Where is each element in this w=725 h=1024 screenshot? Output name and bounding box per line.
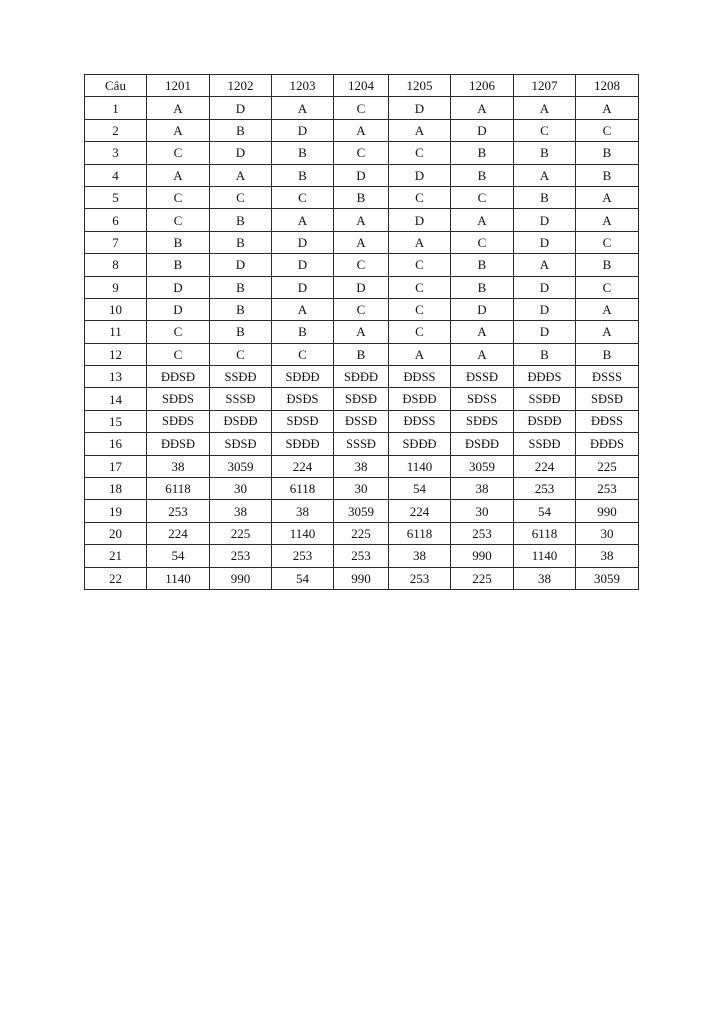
- answer-cell: D: [389, 209, 451, 231]
- question-number-cell: 20: [85, 522, 147, 544]
- answer-cell: B: [451, 164, 514, 186]
- question-number-cell: 2: [85, 119, 147, 141]
- answer-cell: A: [147, 97, 210, 119]
- answer-cell: 38: [210, 500, 272, 522]
- answer-cell: A: [451, 321, 514, 343]
- answer-cell: ĐĐSS: [389, 410, 451, 432]
- answer-cell: D: [334, 276, 389, 298]
- answer-cell: A: [147, 164, 210, 186]
- answer-cell: A: [576, 209, 639, 231]
- answer-cell: 253: [514, 478, 576, 500]
- answer-cell: 253: [334, 545, 389, 567]
- answer-cell: A: [451, 343, 514, 365]
- table-header-row: [85, 75, 639, 97]
- question-number-cell: 1: [85, 97, 147, 119]
- answer-cell: ĐSSS: [576, 366, 639, 388]
- answer-cell: 990: [210, 567, 272, 589]
- answer-cell: A: [389, 119, 451, 141]
- answer-cell: SĐSĐ: [576, 388, 639, 410]
- answer-cell: D: [389, 164, 451, 186]
- answer-cell: C: [334, 142, 389, 164]
- answer-cell: C: [514, 119, 576, 141]
- answer-cell: B: [334, 186, 389, 208]
- answer-cell: 38: [334, 455, 389, 477]
- answer-cell: 6118: [272, 478, 334, 500]
- question-number-cell: 4: [85, 164, 147, 186]
- answer-cell: 6118: [147, 478, 210, 500]
- answer-cell: B: [147, 254, 210, 276]
- answer-cell: SĐSĐ: [334, 388, 389, 410]
- question-number-cell: 11: [85, 321, 147, 343]
- header-cell-question: Câu: [85, 75, 147, 97]
- table-row: [85, 478, 639, 500]
- table-row: [85, 164, 639, 186]
- answer-cell: 54: [389, 478, 451, 500]
- answer-cell: 225: [210, 522, 272, 544]
- table-row: [85, 433, 639, 455]
- answer-cell: D: [334, 164, 389, 186]
- answer-cell: B: [451, 276, 514, 298]
- answer-cell: D: [210, 142, 272, 164]
- answer-cell: D: [210, 254, 272, 276]
- answer-cell: 38: [272, 500, 334, 522]
- question-number-cell: 5: [85, 186, 147, 208]
- answer-cell: A: [576, 97, 639, 119]
- answer-cell: 3059: [210, 455, 272, 477]
- answer-cell: C: [210, 186, 272, 208]
- answer-cell: 38: [389, 545, 451, 567]
- answer-cell: B: [514, 186, 576, 208]
- answer-cell: A: [514, 164, 576, 186]
- answer-cell: SĐSS: [451, 388, 514, 410]
- answer-cell: 224: [272, 455, 334, 477]
- question-number-cell: 21: [85, 545, 147, 567]
- answer-cell: SĐĐS: [451, 410, 514, 432]
- answer-cell: 225: [334, 522, 389, 544]
- table-row: [85, 97, 639, 119]
- question-number-cell: 8: [85, 254, 147, 276]
- answer-cell: SSĐĐ: [514, 433, 576, 455]
- answer-cell: 225: [576, 455, 639, 477]
- answer-cell: A: [576, 298, 639, 320]
- answer-cell: ĐĐSĐ: [147, 433, 210, 455]
- answer-cell: SSĐĐ: [514, 388, 576, 410]
- answer-cell: ĐSSĐ: [451, 366, 514, 388]
- answer-cell: SĐĐĐ: [334, 366, 389, 388]
- question-number-cell: 16: [85, 433, 147, 455]
- table-row: [85, 366, 639, 388]
- answer-cell: ĐSĐĐ: [514, 410, 576, 432]
- table-row: [85, 545, 639, 567]
- answer-cell: 224: [514, 455, 576, 477]
- answer-cell: SĐĐĐ: [389, 433, 451, 455]
- answer-cell: D: [272, 119, 334, 141]
- answer-cell: C: [210, 343, 272, 365]
- answer-cell: 224: [389, 500, 451, 522]
- answer-cell: 253: [147, 500, 210, 522]
- answer-cell: 3059: [334, 500, 389, 522]
- question-number-cell: 18: [85, 478, 147, 500]
- answer-cell: D: [451, 119, 514, 141]
- answer-cell: ĐĐĐS: [576, 433, 639, 455]
- answer-cell: 6118: [389, 522, 451, 544]
- answer-cell: 54: [272, 567, 334, 589]
- header-cell-code-1206: 1206: [451, 75, 514, 97]
- answer-cell: D: [514, 231, 576, 253]
- answer-cell: C: [389, 321, 451, 343]
- answer-cell: C: [147, 186, 210, 208]
- answer-cell: A: [272, 298, 334, 320]
- answer-cell: B: [514, 142, 576, 164]
- answer-cell: C: [389, 254, 451, 276]
- answer-cell: 1140: [514, 545, 576, 567]
- answer-cell: SĐĐS: [147, 388, 210, 410]
- answer-cell: 253: [210, 545, 272, 567]
- header-cell-code-1201: 1201: [147, 75, 210, 97]
- table-row: [85, 142, 639, 164]
- answer-cell: ĐĐSS: [389, 366, 451, 388]
- answer-cell: A: [576, 186, 639, 208]
- answer-cell: C: [576, 119, 639, 141]
- answer-cell: 253: [389, 567, 451, 589]
- header-cell-code-1205: 1205: [389, 75, 451, 97]
- answer-cell: A: [389, 343, 451, 365]
- question-number-cell: 13: [85, 366, 147, 388]
- answer-cell: 990: [451, 545, 514, 567]
- answer-cell: B: [576, 343, 639, 365]
- table-row: [85, 119, 639, 141]
- answer-cell: C: [389, 186, 451, 208]
- answer-cell: 38: [451, 478, 514, 500]
- answer-cell: 38: [514, 567, 576, 589]
- answer-cell: 253: [576, 478, 639, 500]
- answer-cell: SĐSĐ: [272, 410, 334, 432]
- answer-cell: C: [389, 276, 451, 298]
- answer-cell: C: [451, 186, 514, 208]
- answer-cell: D: [514, 321, 576, 343]
- answer-cell: 253: [272, 545, 334, 567]
- header-cell-code-1204: 1204: [334, 75, 389, 97]
- answer-cell: ĐSĐS: [272, 388, 334, 410]
- answer-cell: B: [147, 231, 210, 253]
- answer-cell: 225: [451, 567, 514, 589]
- table-row: [85, 455, 639, 477]
- answer-cell: SĐĐĐ: [272, 366, 334, 388]
- table-row: [85, 567, 639, 589]
- table-row: [85, 388, 639, 410]
- header-cell-code-1208: 1208: [576, 75, 639, 97]
- answer-cell: ĐĐĐS: [514, 366, 576, 388]
- answer-cell: A: [389, 231, 451, 253]
- table-row: [85, 186, 639, 208]
- answer-cell: 38: [576, 545, 639, 567]
- question-number-cell: 22: [85, 567, 147, 589]
- answer-cell: 30: [334, 478, 389, 500]
- answer-cell: C: [147, 142, 210, 164]
- answer-cell: ĐSĐĐ: [210, 410, 272, 432]
- answer-cell: A: [514, 97, 576, 119]
- table-row: [85, 321, 639, 343]
- question-number-cell: 19: [85, 500, 147, 522]
- answer-cell: B: [272, 142, 334, 164]
- answer-cell: C: [334, 97, 389, 119]
- answer-cell: 253: [451, 522, 514, 544]
- table-row: [85, 254, 639, 276]
- answer-cell: C: [147, 343, 210, 365]
- answer-cell: A: [514, 254, 576, 276]
- answer-cell: 54: [514, 500, 576, 522]
- answer-cell: A: [576, 321, 639, 343]
- answer-cell: C: [334, 254, 389, 276]
- answer-cell: B: [210, 298, 272, 320]
- table-row: [85, 343, 639, 365]
- answer-cell: B: [451, 254, 514, 276]
- answer-cell: A: [334, 119, 389, 141]
- header-cell-code-1207: 1207: [514, 75, 576, 97]
- header-cell-code-1202: 1202: [210, 75, 272, 97]
- answer-cell: C: [147, 209, 210, 231]
- answer-cell: ĐSSĐ: [334, 410, 389, 432]
- answer-cell: 1140: [147, 567, 210, 589]
- answer-cell: C: [272, 343, 334, 365]
- answer-cell: B: [334, 343, 389, 365]
- answer-cell: A: [451, 97, 514, 119]
- answer-cell: D: [147, 276, 210, 298]
- answer-cell: B: [210, 321, 272, 343]
- answer-cell: B: [576, 142, 639, 164]
- answer-cell: C: [576, 276, 639, 298]
- answer-cell: B: [576, 164, 639, 186]
- answer-cell: B: [272, 321, 334, 343]
- answer-cell: 224: [147, 522, 210, 544]
- answer-cell: B: [451, 142, 514, 164]
- answer-cell: C: [576, 231, 639, 253]
- answer-cell: B: [210, 276, 272, 298]
- answer-cell: C: [334, 298, 389, 320]
- answer-cell: A: [272, 209, 334, 231]
- answer-cell: A: [334, 231, 389, 253]
- answer-cell: ĐSĐĐ: [451, 433, 514, 455]
- answer-cell: C: [272, 186, 334, 208]
- answer-cell: 54: [147, 545, 210, 567]
- answer-cell: 30: [210, 478, 272, 500]
- question-number-cell: 10: [85, 298, 147, 320]
- answer-cell: D: [272, 231, 334, 253]
- answer-cell: 990: [576, 500, 639, 522]
- question-number-cell: 7: [85, 231, 147, 253]
- answer-key-table: [84, 74, 639, 590]
- question-number-cell: 6: [85, 209, 147, 231]
- table-row: [85, 500, 639, 522]
- table-row: [85, 209, 639, 231]
- answer-cell: D: [451, 298, 514, 320]
- table-row: [85, 298, 639, 320]
- answer-cell: ĐĐSĐ: [147, 366, 210, 388]
- question-number-cell: 3: [85, 142, 147, 164]
- answer-cell: 3059: [576, 567, 639, 589]
- answer-cell: SĐĐS: [147, 410, 210, 432]
- answer-cell: D: [272, 254, 334, 276]
- answer-cell: 1140: [272, 522, 334, 544]
- table-row: [85, 522, 639, 544]
- answer-cell: C: [389, 142, 451, 164]
- answer-cell: D: [514, 209, 576, 231]
- answer-cell: A: [334, 209, 389, 231]
- answer-cell: A: [451, 209, 514, 231]
- question-number-cell: 12: [85, 343, 147, 365]
- answer-cell: C: [147, 321, 210, 343]
- answer-cell: D: [389, 97, 451, 119]
- question-number-cell: 15: [85, 410, 147, 432]
- table-row: [85, 276, 639, 298]
- answer-cell: 990: [334, 567, 389, 589]
- answer-cell: B: [210, 231, 272, 253]
- answer-cell: A: [210, 164, 272, 186]
- answer-cell: SĐSĐ: [210, 433, 272, 455]
- answer-cell: A: [334, 321, 389, 343]
- answer-cell: SĐĐĐ: [272, 433, 334, 455]
- answer-cell: SSSĐ: [334, 433, 389, 455]
- question-number-cell: 14: [85, 388, 147, 410]
- answer-cell: D: [514, 276, 576, 298]
- table-row: [85, 410, 639, 432]
- answer-cell: 3059: [451, 455, 514, 477]
- answer-cell: B: [272, 164, 334, 186]
- answer-cell: D: [514, 298, 576, 320]
- answer-cell: ĐĐSS: [576, 410, 639, 432]
- answer-cell: SSĐĐ: [210, 366, 272, 388]
- answer-cell: 1140: [389, 455, 451, 477]
- answer-cell: D: [210, 97, 272, 119]
- header-cell-code-1203: 1203: [272, 75, 334, 97]
- answer-cell: 6118: [514, 522, 576, 544]
- question-number-cell: 17: [85, 455, 147, 477]
- answer-cell: 30: [576, 522, 639, 544]
- answer-cell: SSSĐ: [210, 388, 272, 410]
- answer-cell: A: [272, 97, 334, 119]
- answer-cell: 30: [451, 500, 514, 522]
- answer-cell: B: [576, 254, 639, 276]
- answer-cell: C: [389, 298, 451, 320]
- table-row: [85, 231, 639, 253]
- answer-cell: 38: [147, 455, 210, 477]
- answer-cell: B: [210, 119, 272, 141]
- question-number-cell: 9: [85, 276, 147, 298]
- answer-cell: ĐSĐĐ: [389, 388, 451, 410]
- answer-cell: D: [272, 276, 334, 298]
- answer-cell: B: [210, 209, 272, 231]
- answer-cell: D: [147, 298, 210, 320]
- answer-cell: A: [147, 119, 210, 141]
- answer-cell: C: [451, 231, 514, 253]
- answer-cell: B: [514, 343, 576, 365]
